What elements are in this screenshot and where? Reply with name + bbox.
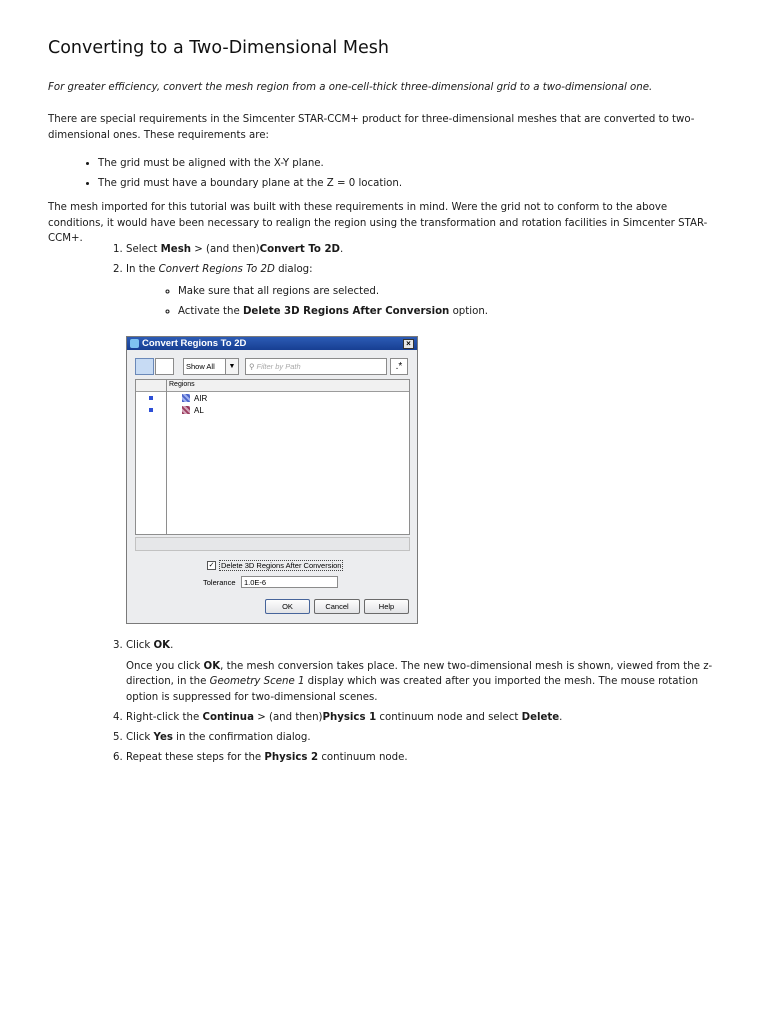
tolerance-label: Tolerance — [203, 578, 236, 587]
step-1: 1. Select Mesh > (and then)Convert To 2D. — [126, 242, 722, 258]
tree-view-icon[interactable] — [135, 358, 154, 375]
filter-input[interactable]: ⚲ Filter by Path — [245, 358, 387, 375]
delete-3d-regions-checkbox[interactable]: ✓ Delete 3D Regions After Conversion — [208, 561, 342, 570]
step-4: 4. Right-click the Continua > (and then)Physics 1 continuum node and select Delete. — [126, 710, 722, 726]
dialog-title: Convert Regions To 2D — [142, 338, 247, 349]
select-checkbox[interactable] — [149, 396, 153, 400]
step-3-note: Once you click OK, the mesh conversion takes place. The new two-dimensional mesh is shown, viewed from the z-direction, in the Geometry Scene 1 display which was created after you imported the mesh. The mouse rotation option is suppressed for two-dimensional scenes. — [126, 660, 713, 703]
dialog-titlebar — [127, 337, 417, 350]
sub-step-1: ◦ Make sure that all regions are selected. — [178, 284, 722, 300]
app-icon — [130, 339, 139, 348]
list-item[interactable]: AL — [136, 405, 409, 417]
checkmark-icon[interactable]: ✓ — [208, 562, 215, 569]
region-icon — [182, 394, 190, 402]
step-6: 6. Repeat these steps for the Physics 2 continuum node. — [126, 750, 722, 766]
status-strip — [135, 537, 410, 551]
ok-button[interactable]: OK — [265, 599, 310, 614]
regions-tree — [135, 379, 410, 535]
list-item[interactable]: AIR — [136, 393, 409, 405]
convert-regions-dialog-screenshot — [126, 336, 418, 624]
select-checkbox[interactable] — [149, 408, 153, 412]
step-3: 3. Click OK. Once you click OK, the mesh conversion takes place. The new two-dimensional mesh is shown, viewed from the z-direction, in the Geometry Scene 1 display which was created after you imported the mesh. The mouse rotation option is suppressed for two-dimensional scenes. — [126, 638, 722, 705]
chevron-down-icon: ▼ — [225, 359, 238, 374]
requirements-list — [48, 154, 402, 194]
list-view-icon[interactable] — [155, 358, 174, 375]
cancel-button[interactable]: Cancel — [314, 599, 360, 614]
regex-button[interactable]: .* — [390, 358, 408, 375]
close-icon[interactable]: × — [403, 339, 414, 349]
search-icon: ⚲ — [249, 362, 255, 371]
list-item: • The grid must be aligned with the X-Y plane. — [98, 154, 402, 174]
requirements-paragraph: There are special requirements in the Simcenter STAR-CCM+ product for three-dimensional meshes that are converted to two-dimensional ones. These requirements are: — [48, 114, 695, 141]
step-5: 5. Click Yes in the confirmation dialog. — [126, 730, 722, 746]
sub-steps — [126, 284, 722, 320]
list-item: • The grid must have a boundary plane at the Z = 0 location. — [98, 174, 402, 194]
region-icon — [182, 406, 190, 414]
filter-select[interactable]: Show All ▼ — [183, 358, 239, 375]
mesh-paragraph: The mesh imported for this tutorial was built with these requirements in mind. Were the grid not to conform to the above conditions, it would have been necessary to realign the region using the transformation and rotation facilities in Simcenter STAR-CCM+. — [48, 202, 708, 244]
tree-header: Regions — [136, 380, 409, 392]
sub-step-2: ◦ Activate the Delete 3D Regions After Conversion option. — [178, 304, 722, 320]
step-2: 2. In the Convert Regions To 2D dialog: ◦ Make sure that all regions are selected. ◦ Activate the Delete 3D Regions After Conversion option. — [126, 262, 722, 634]
page-title: Converting to a Two-Dimensional Mesh — [48, 38, 389, 58]
tolerance-input[interactable]: 1.0E-6 — [241, 576, 338, 588]
help-button[interactable]: Help — [364, 599, 409, 614]
intro-paragraph: For greater efficiency, convert the mesh region from a one-cell-thick three-dimensional grid to a two-dimensional one. — [48, 82, 653, 93]
